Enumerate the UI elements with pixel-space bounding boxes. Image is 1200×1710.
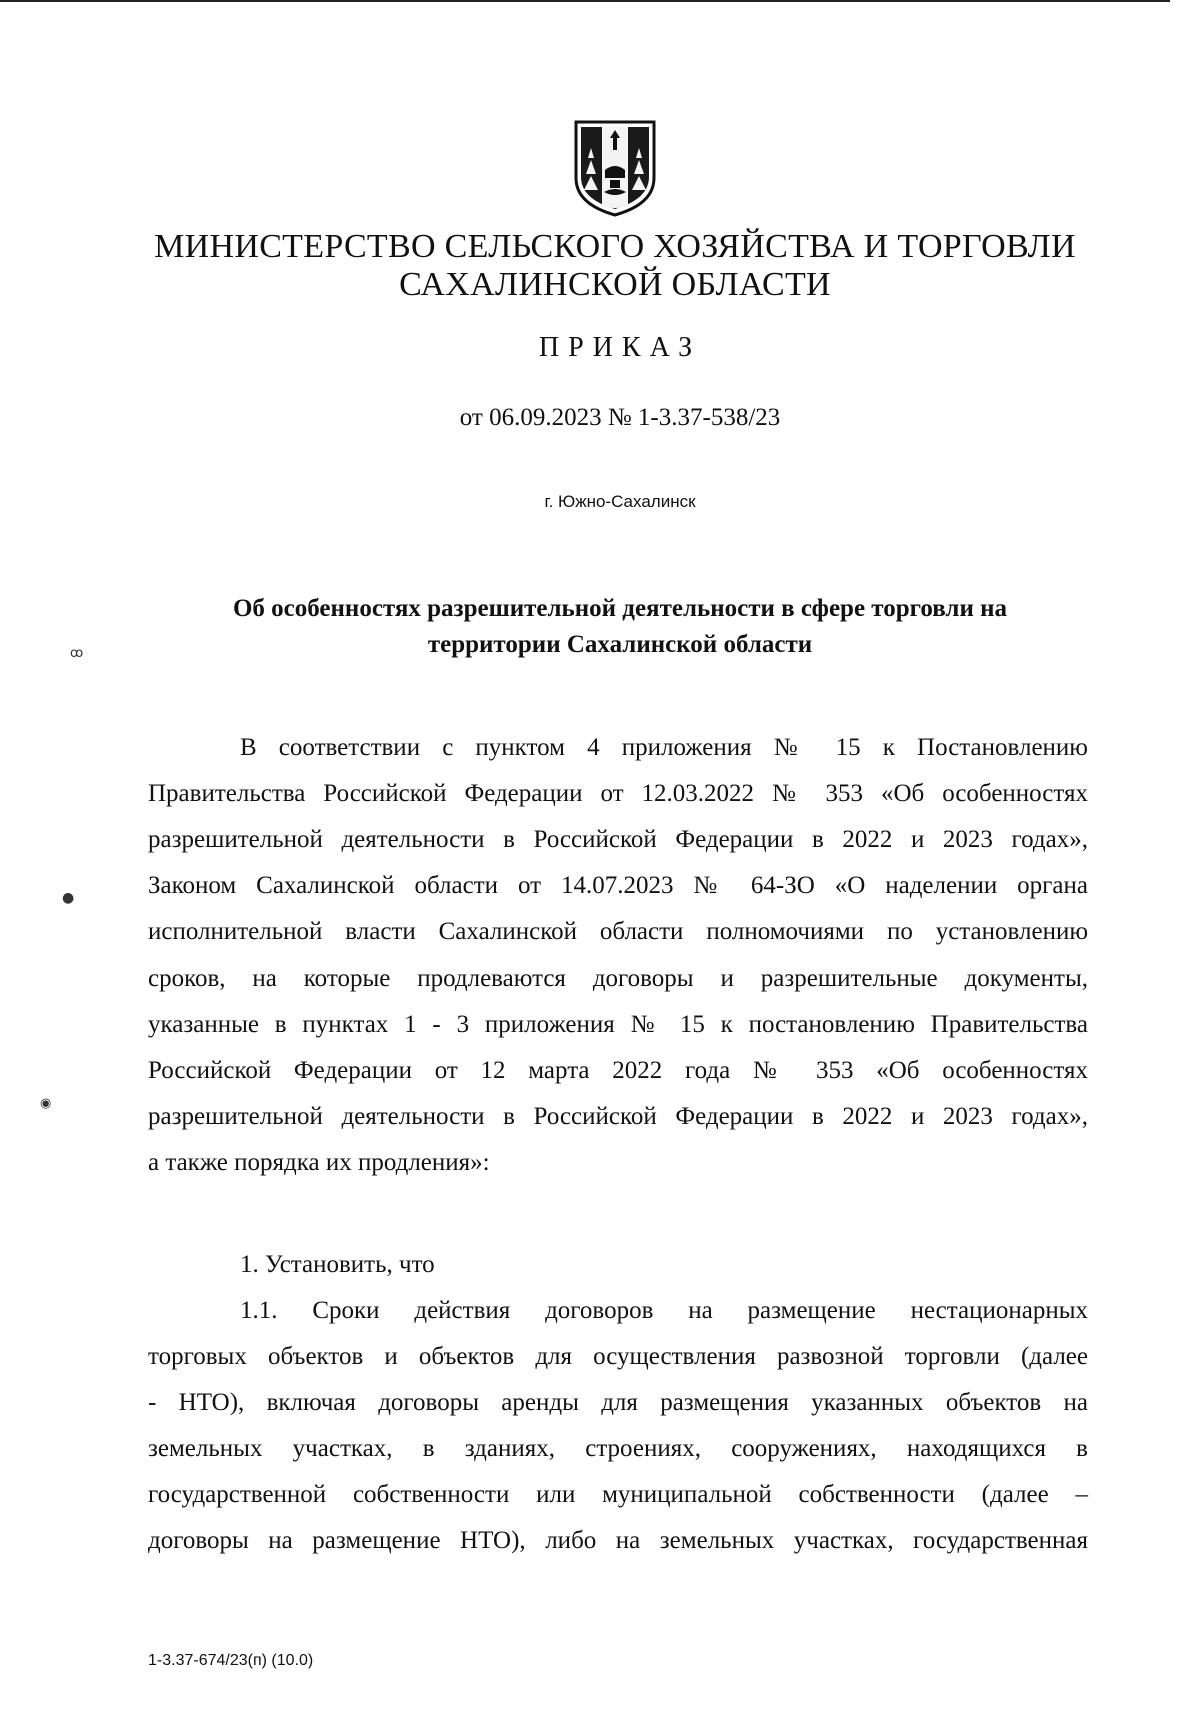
item-1: 1. Установить, что bbox=[240, 1251, 435, 1278]
scan-speck-icon: ● bbox=[62, 890, 75, 906]
preamble-line: сроков, на которые продлеваются договоры и разрешительные документы, bbox=[148, 965, 1088, 992]
ministry-name-line2: САХАЛИНСКОЙ ОБЛАСТИ bbox=[399, 266, 831, 303]
preamble-line: исполнительной власти Сахалинской области полномочиями по установлению bbox=[148, 918, 1088, 945]
scan-speck-icon: ◉ bbox=[40, 1096, 52, 1111]
scan-edge bbox=[0, 0, 1170, 2]
item-1-1-line: торговых объектов и объектов для осуществления развозной торговли (далее bbox=[148, 1343, 1088, 1370]
preamble-line: указанные в пунктах 1 - 3 приложения № 15 к постановлению Правительства bbox=[148, 1011, 1088, 1038]
scan-speck-icon: ꝏ bbox=[70, 646, 84, 661]
order-title-line1: Об особенностях разрешительной деятельности в сфере торговли на bbox=[232, 595, 1008, 622]
order-date-number: от 06.09.2023 № 1-3.37-538/23 bbox=[459, 404, 781, 431]
city: г. Южно-Сахалинск bbox=[544, 492, 696, 511]
document-code: 1-3.37-674/23(п) (10.0) bbox=[148, 1652, 314, 1669]
item-1-1-line: договоры на размещение НТО), либо на земельных участках, государственная bbox=[148, 1527, 1088, 1554]
preamble-line: Правительства Российской Федерации от 12.03.2022 № 353 «Об особенностях bbox=[148, 780, 1088, 807]
preamble-line: Законом Сахалинской области от 14.07.2023 № 64-ЗО «О наделении органа bbox=[148, 872, 1088, 899]
preamble-line: разрешительной деятельности в Российской Федерации в 2022 и 2023 годах», bbox=[148, 1103, 1088, 1130]
item-1-1-line: государственной собственности или муниципальной собственности (далее – bbox=[148, 1481, 1088, 1508]
coat-of-arms-icon bbox=[572, 118, 658, 218]
preamble-line: В соответствии с пунктом 4 приложения № 15 к Постановлению bbox=[240, 734, 1088, 761]
order-title-line2: территории Сахалинской области bbox=[427, 631, 813, 658]
item-1-1-line: - НТО), включая договоры аренды для размещения указанных объектов на bbox=[148, 1389, 1088, 1416]
ministry-name-line1: МИНИСТЕРСТВО СЕЛЬСКОГО ХОЗЯЙСТВА И ТОРГОВЛИ bbox=[154, 228, 1076, 265]
preamble-line: Российской Федерации от 12 марта 2022 года № 353 «Об особенностях bbox=[148, 1057, 1088, 1084]
item-1-1-line: земельных участках, в зданиях, строениях, сооружениях, находящихся в bbox=[148, 1435, 1088, 1462]
item-1-1-line: 1.1. Сроки действия договоров на размещение нестационарных bbox=[240, 1297, 1088, 1324]
preamble-line: а также порядка их продления»: bbox=[148, 1149, 490, 1176]
document-type: ПРИКАЗ bbox=[538, 332, 702, 363]
preamble-line: разрешительной деятельности в Российской Федерации в 2022 и 2023 годах», bbox=[148, 826, 1088, 853]
